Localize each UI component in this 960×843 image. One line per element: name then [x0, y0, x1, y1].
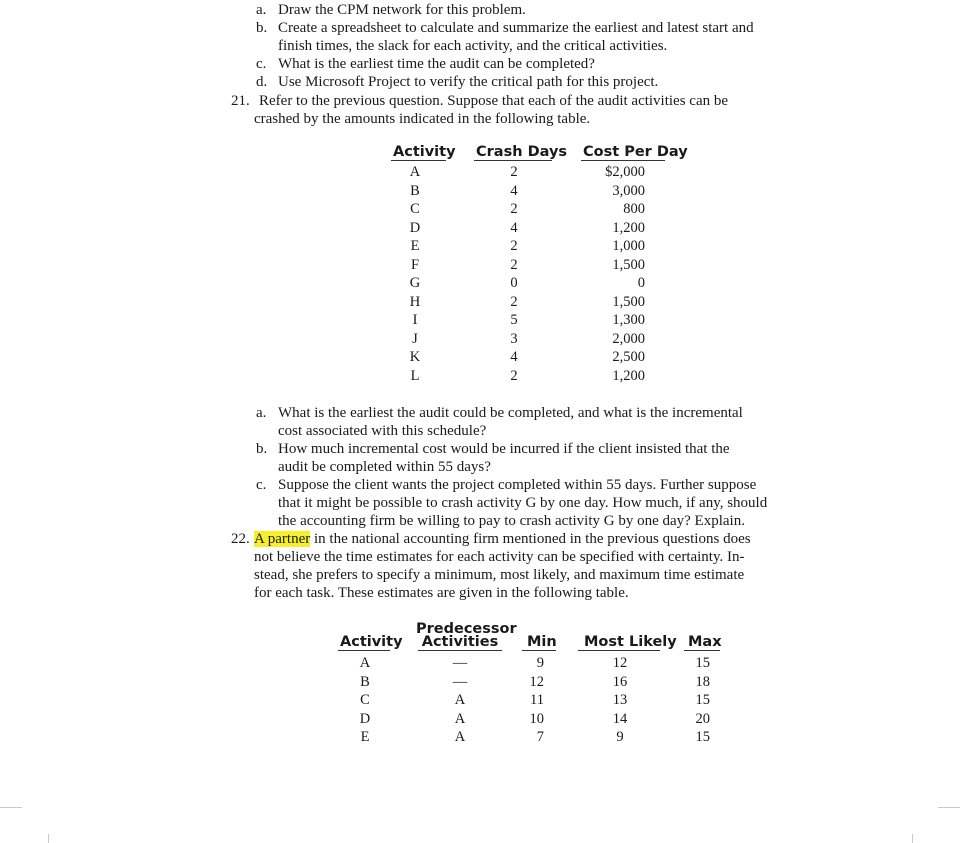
- estimate-table-cell-min: 10: [529, 711, 544, 727]
- crash-table-cell-cost-per-day: 2,500: [612, 349, 645, 365]
- q21c-label: c.: [256, 477, 267, 493]
- q21c-line-2: that it might be possible to crash activity G by one day. How much, if any, should: [278, 495, 768, 511]
- crash-table-cell-crash-days: 2: [510, 164, 518, 180]
- estimate-table-cell-max: 15: [695, 655, 710, 671]
- estimate-table-rule-3: [522, 650, 556, 651]
- crash-table-header-activity: Activity: [393, 144, 456, 160]
- q22-line-1: [254, 530, 751, 548]
- q20b-label: b.: [256, 20, 268, 36]
- q21-number: 21.: [231, 93, 250, 109]
- crash-table-cell-cost-per-day: 2,000: [612, 331, 645, 347]
- estimate-table-rule-2: [418, 650, 502, 651]
- crash-table-rule-1: [391, 160, 446, 161]
- crash-table-cell-activity: K: [409, 349, 421, 365]
- q21-line-2: crashed by the amounts indicated in the following table.: [254, 111, 591, 127]
- q20d-label: d.: [256, 74, 268, 90]
- q21a-line-2: cost associated with this schedule?: [278, 423, 487, 439]
- crash-table-cell-activity: G: [409, 275, 421, 291]
- crash-table-cell-cost-per-day: 1,000: [612, 238, 645, 254]
- crash-table-cell-activity: E: [410, 238, 420, 254]
- estimate-table-cell-max: 15: [695, 692, 710, 708]
- crash-table-cell-cost-per-day: 1,200: [612, 220, 645, 236]
- crash-table-cell-crash-days: 2: [510, 238, 518, 254]
- q22-line-1-rest: in the national accounting firm mentioned in the previous questions does: [310, 531, 751, 547]
- estimate-table-cell-predecessor: A: [454, 711, 466, 727]
- estimate-table-header-predecessor: Predecessor: [416, 621, 517, 637]
- crash-table-rule-3: [581, 160, 665, 161]
- q22-line-2: not believe the time estimates for each activity can be specified with certainty. In-: [254, 549, 745, 565]
- estimate-table-cell-most-likely: 12: [612, 655, 628, 671]
- crash-table-cell-cost-per-day: 3,000: [612, 183, 645, 199]
- q21b-line-1: How much incremental cost would be incurred if the client insisted that the: [278, 441, 730, 457]
- q20b-line-2: finish times, the slack for each activity, and the critical activities.: [278, 38, 668, 54]
- estimate-table-rule-5: [684, 650, 720, 651]
- crash-table-cell-crash-days: 2: [510, 368, 518, 384]
- crash-table-cell-crash-days: 4: [510, 183, 518, 199]
- estimate-table-header-most-likely: Most Likely: [584, 634, 677, 650]
- q21-line-1: Refer to the previous question. Suppose that each of the audit activities can be: [259, 93, 729, 109]
- page-corner-mark-left: [48, 834, 49, 843]
- q21c-line-3: the accounting firm be willing to pay to crash activity G by one day? Explain.: [278, 513, 745, 529]
- crash-table-cell-crash-days: 0: [510, 275, 518, 291]
- q22-line-3: stead, she prefers to specify a minimum, most likely, and maximum time estimate: [254, 567, 745, 583]
- crash-table-cell-cost-per-day: 1,500: [612, 257, 645, 273]
- crash-table-cell-cost-per-day: 1,300: [612, 312, 645, 328]
- estimate-table-cell-min: 7: [536, 729, 544, 745]
- crash-table-cell-crash-days: 5: [510, 312, 518, 328]
- estimate-table-cell-most-likely: 13: [612, 692, 628, 708]
- crash-table-cell-crash-days: 4: [510, 349, 518, 365]
- crash-table-cell-cost-per-day: 0: [637, 275, 645, 291]
- estimate-table-cell-most-likely: 14: [612, 711, 628, 727]
- q21c-line-1: Suppose the client wants the project completed within 55 days. Further suppose: [278, 477, 757, 493]
- estimate-table-cell-activity: B: [360, 674, 370, 690]
- q21a-label: a.: [256, 405, 267, 421]
- crash-table-cell-cost-per-day: 1,500: [612, 294, 645, 310]
- q20c-label: c.: [256, 56, 267, 72]
- q22-line-4: for each task. These estimates are given in the following table.: [254, 585, 629, 601]
- estimate-table-cell-activity: A: [359, 655, 371, 671]
- crash-table-cell-activity: I: [412, 312, 418, 328]
- estimate-table-cell-activity: E: [360, 729, 370, 745]
- estimate-table-header-max: Max: [688, 634, 722, 650]
- q22-number: 22.: [231, 531, 250, 547]
- page-corner-mark-right: [912, 834, 913, 843]
- estimate-table-header-min: Min: [527, 634, 557, 650]
- estimate-table-rule-4: [578, 650, 660, 651]
- crash-table-cell-crash-days: 2: [510, 294, 518, 310]
- estimate-table-cell-min: 12: [529, 674, 544, 690]
- estimate-table-cell-activity: D: [359, 711, 371, 727]
- q20c-line-1: What is the earliest time the audit can be completed?: [278, 56, 595, 72]
- q20a-line-1: Draw the CPM network for this problem.: [278, 2, 526, 18]
- crash-table-cell-activity: B: [410, 183, 420, 199]
- q22-highlight: A partner: [254, 531, 311, 547]
- q20d-line-1: Use Microsoft Project to verify the critical path for this project.: [278, 74, 659, 90]
- q21a-line-1: What is the earliest the audit could be completed, and what is the incremental: [278, 405, 743, 421]
- crash-table-rule-2: [474, 160, 552, 161]
- crash-table-cell-activity: D: [409, 220, 421, 236]
- estimate-table-cell-min: 11: [530, 692, 544, 708]
- estimate-table-cell-max: 20: [695, 711, 710, 727]
- crash-table-cell-crash-days: 4: [510, 220, 518, 236]
- crash-table-cell-crash-days: 3: [510, 331, 518, 347]
- crash-table-cell-activity: C: [410, 201, 420, 217]
- page-edge-mark-right: [938, 807, 960, 808]
- estimate-table-cell-most-likely: 9: [616, 729, 624, 745]
- crash-table-cell-activity: A: [409, 164, 421, 180]
- estimate-table-header-activities: Activities: [421, 634, 499, 650]
- page-edge-mark-left: [0, 807, 22, 808]
- estimate-table-header-activity: Activity: [340, 634, 403, 650]
- crash-table-cell-cost-per-day: 1,200: [612, 368, 645, 384]
- q21b-line-2: audit be completed within 55 days?: [278, 459, 491, 475]
- crash-table-cell-activity: J: [412, 331, 418, 347]
- estimate-table-rule-1: [338, 650, 390, 651]
- estimate-table-cell-predecessor: —: [452, 674, 468, 690]
- estimate-table-cell-max: 15: [695, 729, 710, 745]
- estimate-table-cell-most-likely: 16: [612, 674, 628, 690]
- estimate-table-cell-predecessor: —: [452, 655, 468, 671]
- crash-table-cell-activity: L: [410, 368, 420, 384]
- crash-table-cell-cost-per-day: 800: [623, 201, 645, 217]
- crash-table-header-cost-per-day: Cost Per Day: [583, 144, 688, 160]
- crash-table-cell-crash-days: 2: [510, 257, 518, 273]
- estimate-table-cell-max: 18: [695, 674, 710, 690]
- crash-table-cell-crash-days: 2: [510, 201, 518, 217]
- estimate-table-cell-predecessor: A: [454, 729, 466, 745]
- crash-table-header-crash-days: Crash Days: [476, 144, 568, 160]
- estimate-table-cell-min: 9: [536, 655, 544, 671]
- q20a-label: a.: [256, 2, 267, 18]
- q21b-label: b.: [256, 441, 268, 457]
- crash-table-cell-activity: H: [409, 294, 421, 310]
- crash-table-cell-activity: F: [410, 257, 420, 273]
- crash-table-cell-cost-per-day: $2,000: [605, 164, 645, 180]
- estimate-table-cell-predecessor: A: [454, 692, 466, 708]
- q20b-line-1: Create a spreadsheet to calculate and summarize the earliest and latest start and: [278, 20, 754, 36]
- estimate-table-cell-activity: C: [360, 692, 370, 708]
